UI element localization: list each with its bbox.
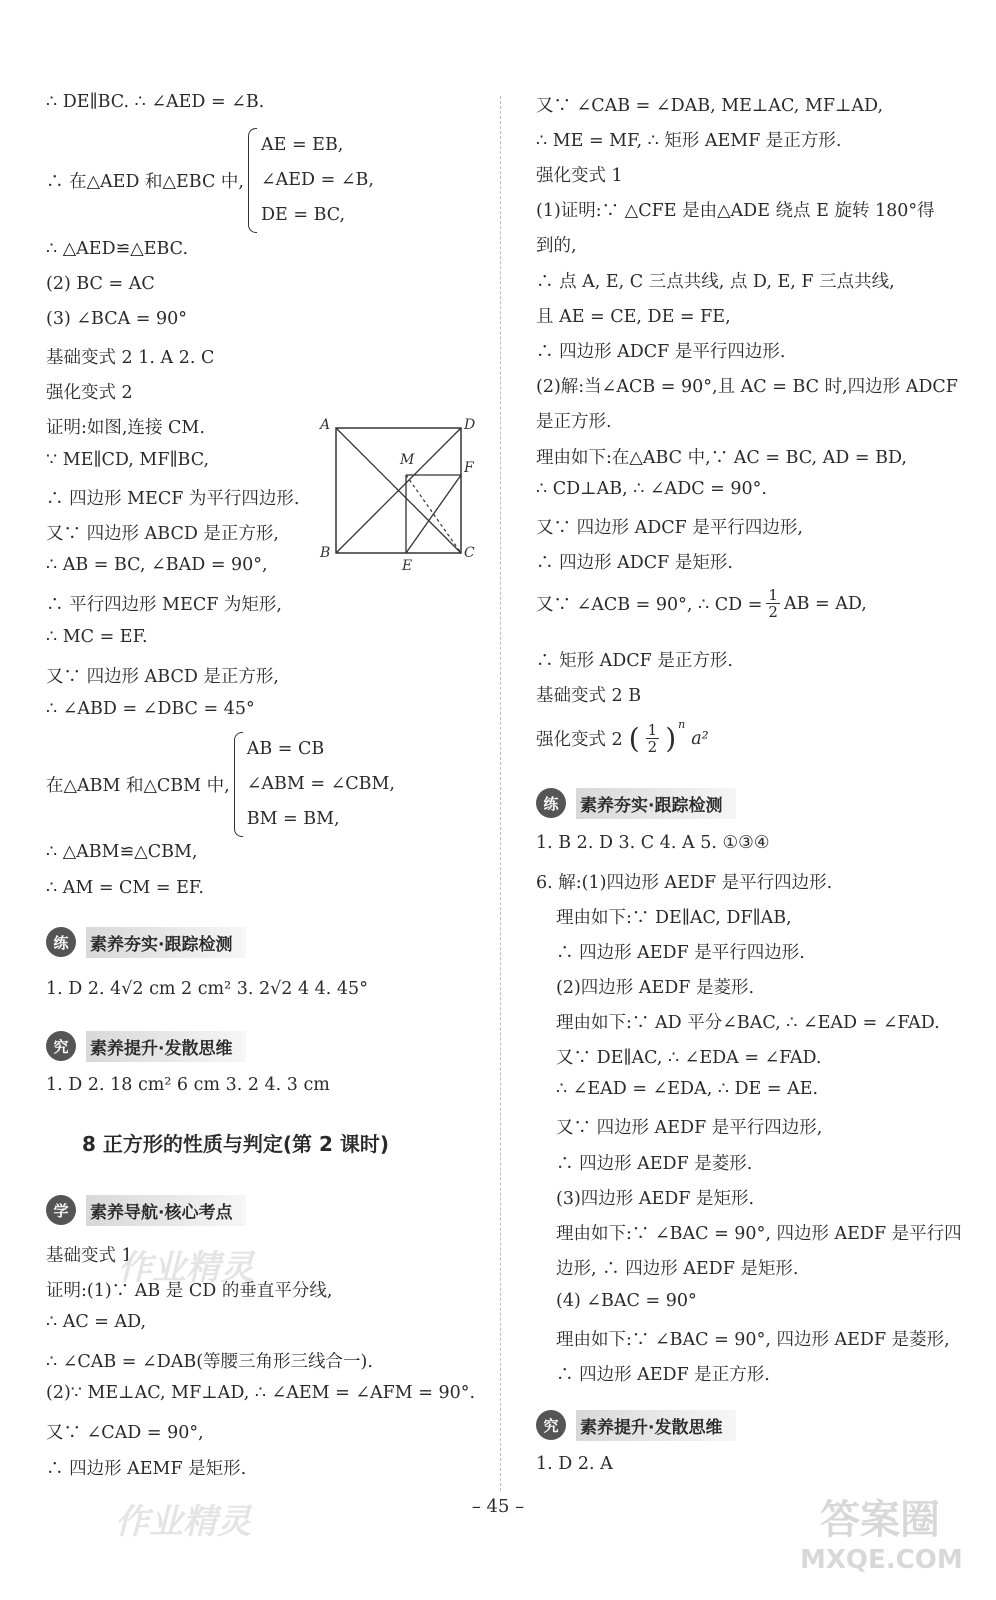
label-d: D (464, 417, 476, 433)
brace-block (46, 128, 374, 233)
text-line: 又∵ 四边形 AEDF 是平行四边形, (556, 1118, 823, 1138)
text-line: ∴ CD⊥AB, ∴ ∠ADC = 90°. (536, 479, 767, 499)
text-line: ∴ △ABM≌△CBM, (46, 842, 198, 862)
fraction (646, 722, 660, 755)
text-line: ∴ AC = AD, (46, 1312, 147, 1332)
text-line: 且 AE = CE, DE = FE, (536, 307, 731, 327)
section-badge-icon: 练 (46, 927, 76, 957)
text-line: ∴ 矩形 ADCF 是正方形. (536, 651, 733, 671)
power-base: a² (691, 728, 709, 749)
answer-line: 1. B 2. D 3. C 4. A 5. ①③④ (536, 833, 770, 853)
section-badge-icon: 究 (536, 1410, 566, 1440)
text-line: 又∵ DE∥AC, ∴ ∠EDA = ∠FAD. (556, 1048, 822, 1068)
text-line: 又∵ 四边形 ABCD 是正方形, (46, 524, 279, 544)
fraction-lead: 又∵ ∠ACB = 90°, ∴ CD = (536, 595, 763, 615)
text-line: ∴ △AED≌△EBC. (46, 239, 189, 259)
brace-item: AB = CB (246, 739, 325, 759)
text-line: 基础变式 2 B (536, 686, 642, 706)
brace-item: DE = BC, (260, 205, 346, 225)
fraction (766, 587, 780, 620)
section-title: 素养夯实·跟踪检测 (576, 788, 736, 819)
answer-line: 1. D 2. A (536, 1454, 613, 1474)
text-line: ∴ AM = CM = EF. (46, 878, 204, 898)
text-line: 强化变式 1 (536, 166, 623, 186)
fraction-numerator: 1 (647, 721, 658, 739)
column-divider (500, 96, 501, 1491)
brace-icon (248, 128, 257, 233)
brace-icon (234, 732, 243, 837)
fraction-denominator: 2 (647, 738, 658, 756)
page-number: – 45 – (471, 1496, 525, 1517)
lesson-heading: 8 正方形的性质与判定(第 2 课时) (82, 1132, 390, 1156)
brace-block (46, 732, 395, 837)
text-line: ∴ 平行四边形 MECF 为矩形, (46, 595, 282, 615)
brace-lead: 在△ABM 和△CBM 中, (46, 776, 230, 796)
text-line: ∴ ME = MF, ∴ 矩形 AEMF 是正方形. (536, 131, 842, 151)
label-e: E (402, 558, 413, 574)
text-line: ∴ MC = EF. (46, 627, 148, 647)
text-line: ∵ ME∥CD, MF∥BC, (46, 450, 210, 470)
text-line: (3) ∠BCA = 90° (46, 309, 188, 329)
text-line: 又∵ 四边形 ADCF 是平行四边形, (536, 518, 803, 538)
text-line: (4) ∠BAC = 90° (556, 1291, 697, 1311)
watermark-logo: 答案圈 (820, 1497, 940, 1543)
text-line: ∴ ∠CAB = ∠DAB(等腰三角形三线合一). (46, 1352, 373, 1372)
brace-item: ∠AED = ∠B, (260, 170, 374, 190)
text-line: 证明:如图,连接 CM. (46, 418, 205, 438)
text-line: ∴ 四边形 MECF 为平行四边形. (46, 489, 300, 509)
text-line: ∴ 四边形 ADCF 是平行四边形. (536, 342, 786, 362)
text-line: (2)解:当∠ACB = 90°,且 AC = BC 时,四边形 ADCF (536, 377, 958, 397)
text-line: 又∵ 四边形 ABCD 是正方形, (46, 667, 279, 687)
text-line: 边形, ∴ 四边形 AEDF 是矩形. (556, 1259, 799, 1279)
paren-left-icon: ( (628, 722, 640, 755)
text-line: 是正方形. (536, 412, 612, 432)
text-line: 到的, (536, 236, 577, 256)
text-line: ∴ DE∥BC. ∴ ∠AED = ∠B. (46, 92, 265, 112)
text-line: 理由如下:在△ABC 中,∵ AC = BC, AD = BD, (536, 448, 907, 468)
text-line: 基础变式 2 1. A 2. C (46, 348, 215, 368)
section-badge-icon: 究 (46, 1031, 76, 1061)
section-title: 素养提升·发散思维 (86, 1031, 246, 1062)
fraction-tail: AB = AD, (783, 593, 867, 614)
text-line: (1)证明:∵ △CFE 是由△ADE 绕点 E 旋转 180°得 (536, 201, 935, 221)
text-line: ∴ ∠EAD = ∠EDA, ∴ DE = AE. (556, 1079, 819, 1099)
text-line: ∴ 四边形 AEDF 是正方形. (556, 1365, 770, 1385)
text-line-fraction (536, 587, 867, 620)
brace-lead: ∴ 在△AED 和△EBC 中, (46, 172, 244, 192)
answer-line: 1. D 2. 4√2 cm 2 cm² 3. 2√2 4 4. 45° (46, 979, 368, 999)
text-line: (2)四边形 AEDF 是菱形. (556, 978, 755, 998)
square-figure (312, 412, 482, 582)
brace-item: ∠ABM = ∠CBM, (246, 774, 395, 794)
label-b: B (320, 545, 331, 561)
text-line: ∴ 点 A, E, C 三点共线, 点 D, E, F 三点共线, (536, 272, 895, 292)
section-header (46, 1029, 246, 1063)
text-line: (3)四边形 AEDF 是矩形. (556, 1189, 755, 1209)
text-line: (2) BC = AC (46, 274, 155, 294)
text-line: 理由如下:∵ AD 平分∠BAC, ∴ ∠EAD = ∠FAD. (556, 1013, 940, 1033)
fraction-numerator: 1 (768, 586, 778, 604)
section-badge-icon: 练 (536, 788, 566, 818)
text-line: 又∵ ∠CAD = 90°, (46, 1423, 204, 1443)
text-line: 证明:(1)∵ AB 是 CD 的垂直平分线, (46, 1281, 333, 1301)
label-c: C (464, 545, 475, 561)
text-line: ∴ 四边形 ADCF 是矩形. (536, 553, 733, 573)
watermark-logo: 作业精灵 (118, 1248, 254, 1288)
text-line: 理由如下:∵ ∠BAC = 90°, 四边形 AEDF 是平行四 (556, 1224, 962, 1244)
watermark-logo: 作业精灵 (115, 1502, 251, 1542)
section-title: 素养夯实·跟踪检测 (86, 927, 246, 958)
label-f: F (464, 460, 474, 476)
text-line: ∴ 四边形 AEMF 是矩形. (46, 1459, 247, 1479)
section-header (46, 925, 246, 959)
fraction-denominator: 2 (768, 603, 778, 621)
brace-item: BM = BM, (246, 809, 340, 829)
text-line: 基础变式 1 (46, 1246, 133, 1266)
text-line: 理由如下:∵ ∠BAC = 90°, 四边形 AEDF 是菱形, (556, 1330, 950, 1350)
label-a: A (320, 417, 331, 433)
exponent: n (678, 718, 686, 731)
text-line: 又∵ ∠CAB = ∠DAB, ME⊥AC, MF⊥AD, (536, 96, 884, 116)
text-line-power (536, 718, 709, 756)
text-line: (2)∵ ME⊥AC, MF⊥AD, ∴ ∠AEM = ∠AFM = 90°. (46, 1383, 476, 1403)
paren-right-icon: ) (665, 722, 677, 755)
section-header (46, 1193, 246, 1227)
power-lead: 强化变式 2 (536, 730, 623, 750)
text-line: ∴ ∠ABD = ∠DBC = 45° (46, 699, 255, 719)
label-m: M (400, 452, 415, 468)
text-line: 强化变式 2 (46, 383, 133, 403)
text-line: ∴ AB = BC, ∠BAD = 90°, (46, 555, 268, 575)
brace-item: AE = EB, (260, 135, 344, 155)
section-header (536, 786, 736, 820)
text-line: 6. 解:(1)四边形 AEDF 是平行四边形. (536, 873, 833, 893)
text-line: 理由如下:∵ DE∥AC, DF∥AB, (556, 908, 792, 928)
answer-line: 1. D 2. 18 cm² 6 cm 3. 2 4. 3 cm (46, 1075, 330, 1095)
section-header (536, 1408, 736, 1442)
text-line: ∴ 四边形 AEDF 是平行四边形. (556, 943, 805, 963)
text-line: ∴ 四边形 AEDF 是菱形. (556, 1154, 753, 1174)
section-badge-icon: 学 (46, 1195, 76, 1225)
watermark-logo: MXQE.COM (800, 1545, 963, 1575)
section-title: 素养提升·发散思维 (576, 1410, 736, 1441)
section-title: 素养导航·核心考点 (86, 1195, 246, 1226)
